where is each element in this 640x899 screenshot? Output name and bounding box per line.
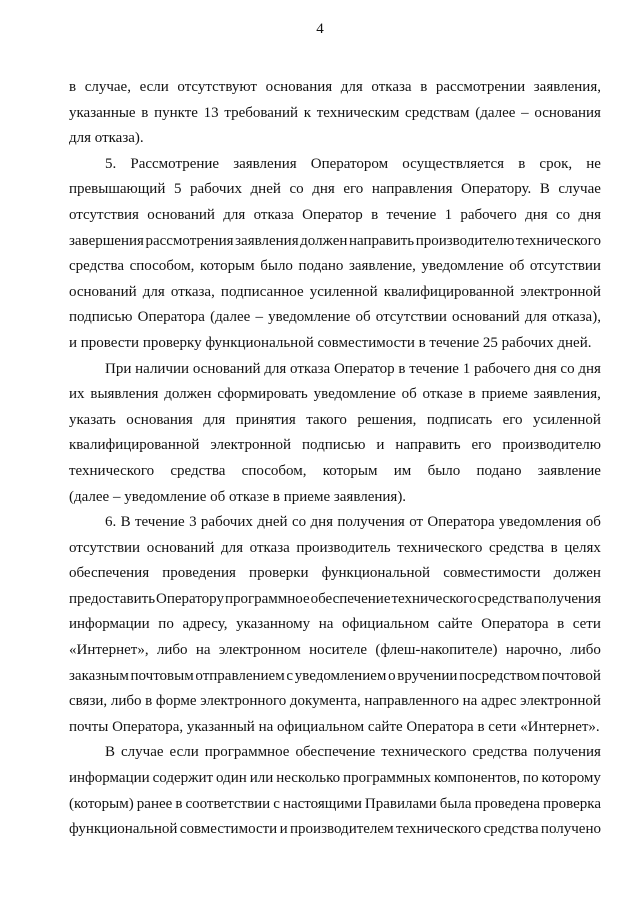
word: для bbox=[221, 539, 244, 556]
word: программных bbox=[343, 770, 431, 787]
word: 6. bbox=[105, 514, 117, 531]
word: технического bbox=[69, 462, 155, 479]
page-number: 4 bbox=[316, 21, 324, 37]
word: электронной bbox=[210, 437, 292, 454]
word: его bbox=[502, 411, 523, 428]
word: со bbox=[289, 181, 304, 198]
word: либо bbox=[110, 693, 142, 710]
word: функциональной bbox=[321, 565, 431, 582]
word: проверки bbox=[249, 565, 309, 582]
word: сформировать bbox=[217, 386, 308, 403]
word: техническим bbox=[316, 104, 400, 121]
word: дней bbox=[250, 181, 281, 198]
word: течение bbox=[386, 206, 437, 223]
word: приеме bbox=[481, 386, 528, 403]
word: рабочих bbox=[200, 514, 253, 531]
word: в bbox=[420, 79, 428, 95]
text-line bbox=[69, 689, 601, 715]
word: отказе bbox=[422, 386, 463, 403]
word: В bbox=[539, 181, 550, 198]
word: заявление bbox=[537, 462, 601, 479]
word: форме bbox=[155, 693, 197, 710]
word: – bbox=[255, 309, 263, 326]
word: соответствии bbox=[185, 795, 271, 812]
text-line bbox=[69, 638, 601, 664]
word: течение bbox=[409, 360, 459, 377]
word: проведения bbox=[162, 565, 236, 582]
word: способом, bbox=[241, 462, 307, 479]
word: подано bbox=[298, 258, 344, 275]
word: 1 bbox=[462, 360, 471, 377]
word: направления bbox=[371, 181, 453, 198]
word: функциональной bbox=[69, 821, 178, 838]
word: электронного bbox=[200, 693, 287, 710]
word: в bbox=[141, 104, 149, 121]
word: дня bbox=[525, 206, 548, 223]
word: отсутствии bbox=[69, 539, 141, 556]
word: со bbox=[555, 206, 571, 223]
word: решения, bbox=[357, 411, 417, 428]
word: для bbox=[223, 206, 246, 223]
word: оснований bbox=[192, 360, 261, 377]
word: Оператора bbox=[427, 514, 495, 531]
word: производитель bbox=[296, 539, 391, 556]
word: 3 bbox=[189, 514, 197, 531]
word: уведомлением bbox=[294, 667, 387, 684]
word: производителем bbox=[290, 821, 394, 838]
word: в bbox=[371, 206, 379, 223]
word: совместимости bbox=[443, 565, 541, 582]
word: случае, bbox=[84, 79, 131, 95]
word: заявления, bbox=[533, 386, 601, 403]
text-line bbox=[69, 177, 601, 203]
word: уведомление bbox=[421, 258, 504, 275]
word: усиленной bbox=[533, 411, 601, 428]
text-line bbox=[69, 510, 601, 536]
text-line: почты Оператора, указанный на официальном сайте Оператора в сети «Интернет». bbox=[69, 718, 600, 735]
word: компонентов, bbox=[433, 770, 521, 787]
word: 5. bbox=[105, 155, 117, 172]
word: содержит bbox=[152, 770, 214, 787]
word: связи, bbox=[69, 693, 108, 710]
word: которым bbox=[199, 258, 255, 275]
word: подписать bbox=[426, 411, 493, 428]
word: средства bbox=[488, 539, 544, 556]
word: об bbox=[355, 309, 371, 326]
word: сайте bbox=[437, 616, 473, 633]
word: посредством bbox=[459, 667, 541, 684]
word: Оператору. bbox=[461, 181, 532, 198]
word: на bbox=[462, 693, 478, 710]
word: на bbox=[318, 616, 334, 633]
text-line bbox=[69, 561, 601, 587]
word: 1 bbox=[444, 206, 453, 223]
word: предоставить bbox=[69, 590, 156, 607]
text-line bbox=[69, 792, 601, 818]
word: к bbox=[303, 104, 312, 121]
word: отсутствия bbox=[69, 206, 139, 223]
word: адресу, bbox=[182, 616, 228, 633]
word: носителе bbox=[309, 642, 368, 659]
document-body bbox=[69, 75, 601, 843]
word: электронной bbox=[520, 693, 601, 710]
word: и bbox=[376, 437, 385, 454]
text-line: (далее – уведомление об отказе в приеме заявления). bbox=[69, 488, 407, 505]
word: сети bbox=[572, 616, 601, 633]
word: для bbox=[142, 283, 165, 300]
word: осуществляется bbox=[402, 155, 505, 172]
word: настоящими bbox=[282, 795, 362, 812]
word: квалифицированной bbox=[69, 437, 200, 454]
word: если bbox=[169, 744, 199, 761]
word: информации bbox=[69, 770, 150, 787]
text-line bbox=[69, 459, 601, 485]
word: нарочно, bbox=[505, 642, 562, 659]
word: в bbox=[398, 360, 406, 377]
word: средства bbox=[69, 258, 125, 275]
word: отсутствии bbox=[375, 309, 447, 326]
word: с bbox=[273, 795, 280, 812]
text-line bbox=[69, 587, 601, 613]
word: (которым) bbox=[69, 795, 134, 812]
word: его bbox=[471, 437, 492, 454]
word: случае bbox=[121, 744, 164, 761]
word: которому bbox=[541, 770, 601, 787]
word: ранее bbox=[136, 795, 173, 812]
word: (далее bbox=[475, 104, 516, 121]
text-line bbox=[69, 433, 601, 459]
word: на bbox=[195, 642, 211, 659]
word: его bbox=[343, 181, 364, 198]
word: технического bbox=[515, 232, 601, 249]
word: почтовым bbox=[130, 667, 194, 684]
word: основания bbox=[126, 411, 193, 428]
word: Оператор bbox=[333, 360, 395, 377]
word: технического bbox=[395, 821, 482, 838]
word: заявления, bbox=[533, 79, 601, 95]
text-line bbox=[69, 75, 601, 101]
word: дня bbox=[534, 360, 557, 377]
word: срок, bbox=[539, 155, 573, 172]
text-line bbox=[69, 740, 601, 766]
word: квалифицированной bbox=[383, 283, 515, 300]
word: либо bbox=[156, 642, 188, 659]
word: При bbox=[105, 360, 132, 377]
text-line bbox=[69, 280, 601, 306]
word: почтовой bbox=[541, 667, 601, 684]
word: производителю bbox=[415, 232, 515, 249]
word: отказа bbox=[249, 539, 290, 556]
word: или bbox=[249, 770, 274, 787]
word: уведомления bbox=[499, 514, 582, 531]
word: дня bbox=[312, 181, 335, 198]
word: для bbox=[264, 360, 287, 377]
word: по bbox=[523, 770, 539, 787]
text-line bbox=[69, 357, 601, 383]
word: «Интернет», bbox=[69, 642, 149, 659]
word: получено bbox=[540, 821, 601, 838]
word: Оператором bbox=[310, 155, 389, 172]
word: наличии bbox=[135, 360, 190, 377]
word: случае bbox=[558, 181, 601, 198]
word: отказа bbox=[253, 206, 294, 223]
word: указать bbox=[69, 411, 116, 428]
text-line bbox=[69, 408, 601, 434]
word: рабочих bbox=[190, 181, 242, 198]
word: указанные bbox=[69, 104, 136, 121]
word: для bbox=[524, 309, 547, 326]
word: принятия bbox=[235, 411, 296, 428]
text-line bbox=[69, 101, 601, 127]
word: с bbox=[286, 667, 294, 684]
word: не bbox=[586, 155, 601, 172]
word: документа, bbox=[289, 693, 361, 710]
word: было bbox=[427, 462, 461, 479]
word: течение bbox=[134, 514, 185, 531]
word: оснований bbox=[147, 206, 215, 223]
word: получения bbox=[533, 744, 601, 761]
word: Правилами bbox=[364, 795, 437, 812]
word: рассмотрении bbox=[435, 79, 526, 95]
word: заявления bbox=[233, 155, 297, 172]
word: средства bbox=[483, 821, 539, 838]
word: отсутствии bbox=[529, 258, 601, 275]
word: о bbox=[388, 667, 396, 684]
word: основания bbox=[534, 104, 601, 121]
word: средствам bbox=[405, 104, 470, 121]
word: совместимости bbox=[179, 821, 278, 838]
word: должен bbox=[164, 386, 212, 403]
word: Оператора bbox=[137, 309, 205, 326]
word: указанному bbox=[236, 616, 311, 633]
word: отказа bbox=[290, 360, 331, 377]
word: отказа bbox=[371, 79, 412, 95]
word: оснований bbox=[69, 283, 137, 300]
word: обеспечение bbox=[310, 590, 391, 607]
word: по bbox=[158, 616, 174, 633]
word: средства bbox=[477, 590, 533, 607]
word: дня bbox=[578, 360, 601, 377]
word: подписью bbox=[69, 309, 133, 326]
word: была bbox=[439, 795, 472, 812]
word: заявление, bbox=[348, 258, 416, 275]
word: получения bbox=[337, 514, 405, 531]
word: Оператор bbox=[302, 206, 363, 223]
word: подписанное bbox=[220, 283, 304, 300]
word: в bbox=[468, 386, 476, 403]
word: оснований bbox=[146, 539, 215, 556]
word: отказа), bbox=[552, 309, 601, 326]
word: несколько bbox=[276, 770, 341, 787]
word: им bbox=[393, 462, 412, 479]
word: средства bbox=[472, 744, 528, 761]
word: превышающий bbox=[69, 181, 166, 198]
word: для bbox=[340, 79, 363, 95]
word: Рассмотрение bbox=[130, 155, 220, 172]
word: в bbox=[175, 795, 183, 812]
word: должен bbox=[553, 565, 601, 582]
word: целях bbox=[564, 539, 601, 556]
word: средства bbox=[170, 462, 226, 479]
text-line bbox=[69, 254, 601, 280]
word: электронной bbox=[520, 283, 601, 300]
word: об bbox=[401, 386, 417, 403]
word: должен bbox=[300, 232, 348, 249]
word: отправлением bbox=[195, 667, 285, 684]
word: выявления bbox=[90, 386, 159, 403]
word: было bbox=[260, 258, 293, 275]
word: в bbox=[557, 616, 565, 633]
word: информации bbox=[69, 616, 150, 633]
text-line bbox=[69, 536, 601, 562]
word: отсутствуют bbox=[177, 79, 257, 95]
word: их bbox=[69, 386, 85, 403]
word: В bbox=[120, 514, 131, 531]
word: дня bbox=[578, 206, 601, 223]
text-line: и провести проверку функциональной совместимости в течение 25 рабочих дней. bbox=[69, 334, 592, 351]
word: в bbox=[518, 155, 526, 172]
word: рабочего bbox=[460, 206, 517, 223]
word: со bbox=[560, 360, 575, 377]
word: заявления bbox=[235, 232, 299, 249]
word: – bbox=[521, 104, 529, 121]
word: об bbox=[585, 514, 601, 531]
word: если bbox=[139, 79, 169, 95]
word: обеспечение bbox=[295, 744, 376, 761]
word: направить bbox=[348, 232, 415, 249]
word: Оператору bbox=[156, 590, 224, 607]
text-line bbox=[69, 817, 601, 843]
word: дней bbox=[257, 514, 288, 531]
word: в bbox=[550, 539, 558, 556]
word: (флеш-накопителе) bbox=[375, 642, 498, 659]
word: и bbox=[279, 821, 288, 838]
word: проведена bbox=[474, 795, 541, 812]
text-line bbox=[69, 766, 601, 792]
word: 13 bbox=[203, 104, 219, 121]
word: проверка bbox=[543, 795, 601, 812]
text-line bbox=[69, 612, 601, 638]
word: такого bbox=[306, 411, 347, 428]
text-line bbox=[69, 152, 601, 178]
word: Оператора bbox=[481, 616, 549, 633]
word: усиленной bbox=[309, 283, 378, 300]
text-line bbox=[69, 203, 601, 229]
word: основания bbox=[265, 79, 333, 95]
word: программное bbox=[224, 590, 310, 607]
word: пункте bbox=[154, 104, 198, 121]
word: электронном bbox=[218, 642, 301, 659]
word: обеспечения bbox=[69, 565, 150, 582]
word: заказным bbox=[69, 667, 129, 684]
word: технического bbox=[381, 744, 467, 761]
word: которым bbox=[322, 462, 378, 479]
word: для bbox=[203, 411, 226, 428]
word: технического bbox=[391, 590, 477, 607]
word: подано bbox=[476, 462, 522, 479]
word: уведомление bbox=[313, 386, 396, 403]
word: получения bbox=[533, 590, 601, 607]
word: уведомление bbox=[268, 309, 351, 326]
word: официальном bbox=[342, 616, 430, 633]
word: либо bbox=[570, 642, 601, 659]
word: рассмотрения bbox=[145, 232, 234, 249]
word: оснований bbox=[452, 309, 520, 326]
text-line bbox=[69, 382, 601, 408]
word: со bbox=[291, 514, 307, 531]
word: завершения bbox=[69, 232, 144, 249]
word: об bbox=[509, 258, 525, 275]
text-line bbox=[69, 305, 601, 331]
word: в bbox=[69, 79, 77, 95]
word: 5 bbox=[173, 181, 182, 198]
word: программное bbox=[204, 744, 290, 761]
word: В bbox=[105, 744, 116, 761]
word: требований bbox=[224, 104, 299, 121]
word: рабочего bbox=[473, 360, 531, 377]
text-line: для отказа). bbox=[69, 130, 144, 147]
word: отказа, bbox=[170, 283, 215, 300]
word: адрес bbox=[481, 693, 517, 710]
word: направленного bbox=[364, 693, 459, 710]
text-line bbox=[69, 664, 601, 690]
word: технического bbox=[397, 539, 483, 556]
word: от bbox=[409, 514, 424, 531]
word: подписью bbox=[301, 437, 366, 454]
word: в bbox=[145, 693, 153, 710]
word: один bbox=[216, 770, 247, 787]
word: производителю bbox=[502, 437, 601, 454]
text-line bbox=[69, 229, 601, 255]
word: дня bbox=[310, 514, 334, 531]
word: (далее bbox=[210, 309, 251, 326]
word: направить bbox=[395, 437, 461, 454]
word: способом, bbox=[129, 258, 195, 275]
word: вручении bbox=[397, 667, 458, 684]
